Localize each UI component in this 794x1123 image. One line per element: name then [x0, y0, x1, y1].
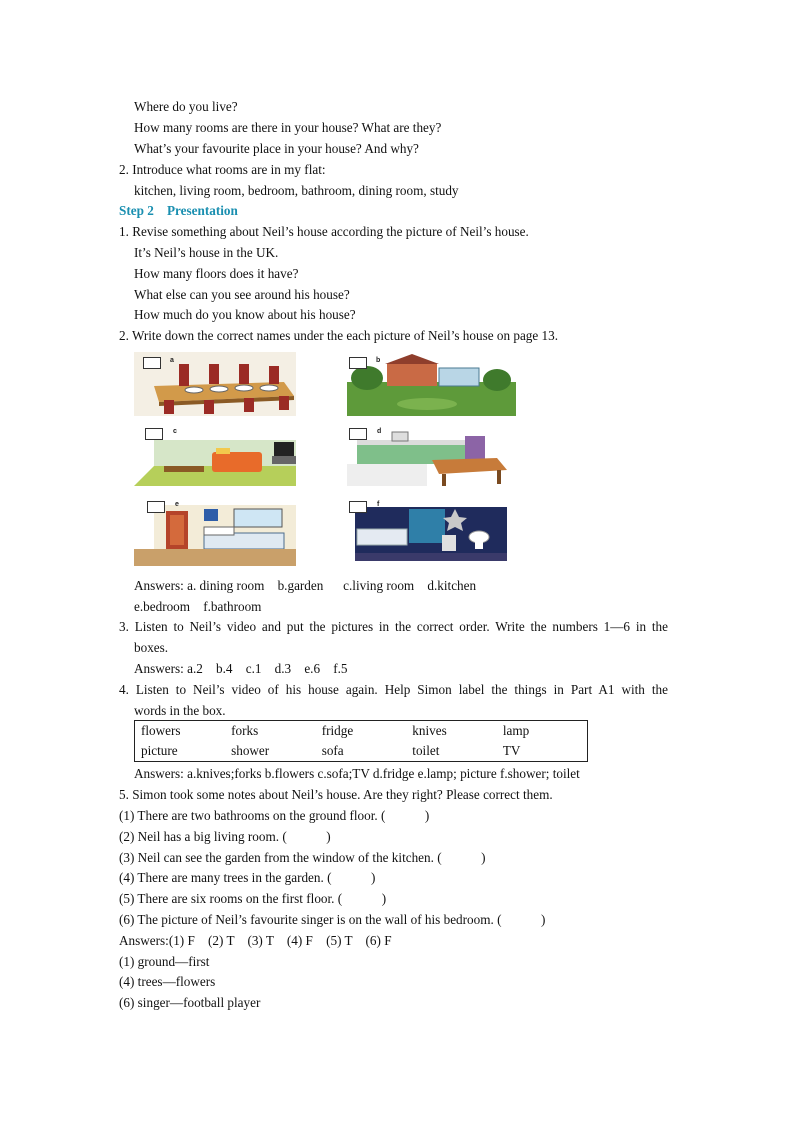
word-cell: sofa	[321, 743, 344, 758]
answer-box-a[interactable]	[143, 357, 161, 369]
item2-answers: Answers: a. dining room b.garden c.living room d.kitchen	[134, 578, 477, 593]
step2-item1-line: It’s Neil’s house in the UK.	[134, 245, 279, 260]
step2-item1-line: How many floors does it have?	[134, 266, 299, 281]
note-line: (4) There are many trees in the garden. ( )	[119, 870, 376, 885]
word-cell: forks	[231, 723, 259, 738]
note-line: (3) Neil can see the garden from the window of the kitchen. ( )	[119, 850, 486, 865]
word-box	[134, 720, 588, 762]
word-cell: picture	[141, 743, 178, 758]
item5-title: 5. Simon took some notes about Neil’s house. Are they right? Please correct them.	[119, 787, 553, 802]
answer-box-f[interactable]	[349, 501, 367, 513]
item4-answers: Answers: a.knives;forks b.flowers c.sofa;TV d.fridge e.lamp; picture f.shower; toilet	[134, 766, 580, 781]
picture-d-kitchen	[347, 422, 516, 490]
word-box-row	[135, 741, 588, 762]
picture-label-a: a	[170, 357, 174, 364]
word-cell: lamp	[502, 723, 530, 738]
item3-answers: Answers: a.2 b.4 c.1 d.3 e.6 f.5	[134, 661, 348, 676]
item2-title: 2. Introduce what rooms are in my flat:	[119, 162, 326, 177]
picture-label-f: f	[377, 501, 380, 508]
item4-title: 4. Listen to Neil’s video of his house again. Help Simon label the things in Part A1 with the	[119, 682, 668, 697]
item4-title-cont: words in the box.	[134, 703, 226, 718]
answer-box-e[interactable]	[147, 501, 165, 513]
picture-label-d: d	[377, 428, 382, 435]
item5-answers: Answers:(1) F (2) T (3) T (4) F (5) T (6) F	[119, 933, 392, 948]
picture-label-b: b	[376, 357, 381, 364]
step2-item1-title: 1. Revise something about Neil’s house according the picture of Neil’s house.	[119, 224, 529, 239]
step2-item1-line: What else can you see around his house?	[134, 287, 350, 302]
question-line: What’s your favourite place in your house? And why?	[134, 141, 419, 156]
question-line: Where do you live?	[134, 99, 238, 114]
answer-box-c[interactable]	[145, 428, 163, 440]
note-line: (5) There are six rooms on the first floor. ( )	[119, 891, 387, 906]
item3-title: 3. Listen to Neil’s video and put the pictures in the correct order. Write the numbers 1—6 in the	[119, 619, 668, 634]
question-line: How many rooms are there in your house? What are they?	[134, 120, 442, 135]
correction-line: (4) trees—flowers	[119, 974, 216, 989]
house-pictures	[134, 352, 516, 566]
note-line: (6) The picture of Neil’s favourite singer is on the wall of his bedroom. ( )	[119, 912, 546, 927]
step2-item1-line: How much do you know about his house?	[134, 307, 356, 322]
item3-title-cont: boxes.	[134, 640, 169, 655]
picture-f-bathroom	[347, 495, 516, 566]
picture-label-c: c	[173, 428, 177, 435]
note-line: (2) Neil has a big living room. ( )	[119, 829, 331, 844]
rooms-list: kitchen, living room, bedroom, bathroom, dining room, study	[134, 183, 459, 198]
step2-heading: Step 2 Presentation	[119, 203, 238, 218]
word-cell: TV	[502, 743, 521, 758]
word-cell: fridge	[321, 723, 354, 738]
note-line: (1) There are two bathrooms on the ground floor. ( )	[119, 808, 430, 823]
word-cell: knives	[412, 723, 447, 738]
answer-box-d[interactable]	[349, 428, 367, 440]
correction-line: (6) singer—football player	[119, 995, 261, 1010]
word-cell: flowers	[141, 723, 181, 738]
picture-label-e: e	[175, 501, 179, 508]
word-box-row	[135, 721, 588, 742]
item2-answers-cont: e.bedroom f.bathroom	[134, 599, 262, 614]
picture-b-garden	[347, 352, 516, 416]
word-cell: toilet	[412, 743, 440, 758]
answer-box-b[interactable]	[349, 357, 367, 369]
word-cell: shower	[231, 743, 270, 758]
correction-line: (1) ground—first	[119, 954, 210, 969]
step2-item2-title: 2. Write down the correct names under the each picture of Neil’s house on page 13.	[119, 328, 559, 343]
